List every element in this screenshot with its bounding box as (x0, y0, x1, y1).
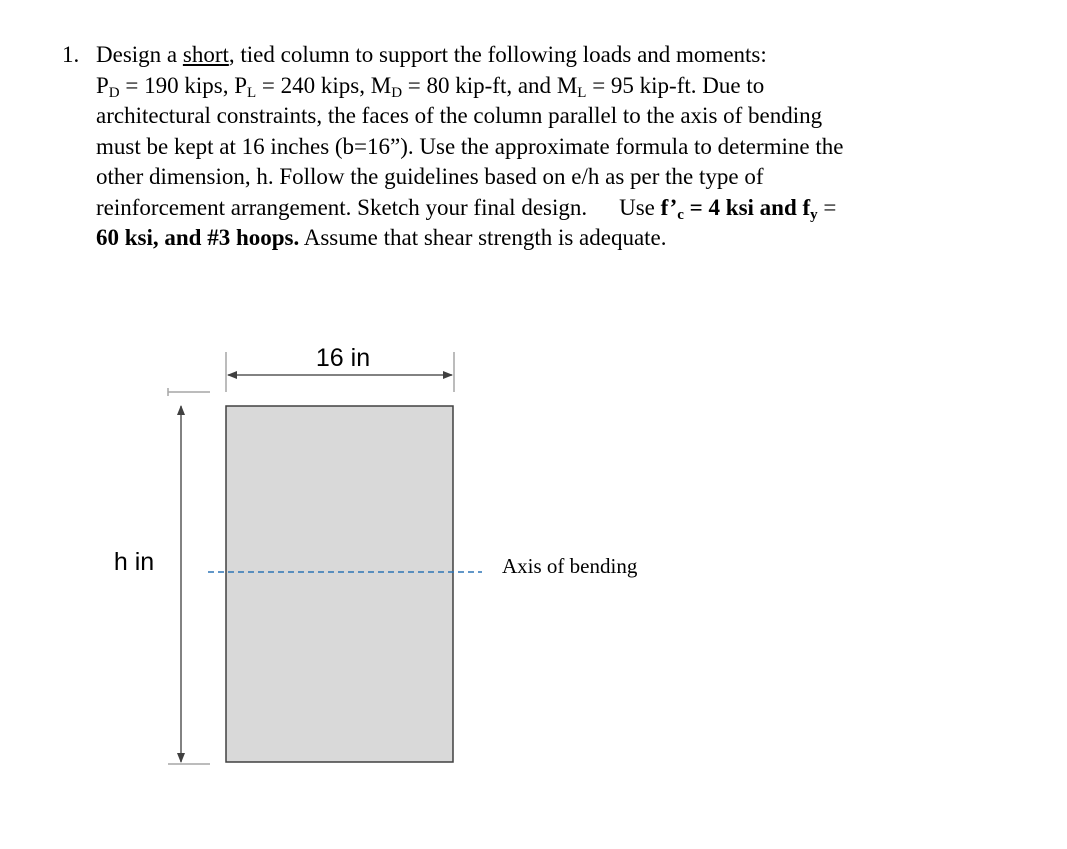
line1-text-a: Design a (96, 42, 183, 67)
problem-line-3: architectural constraints, the faces of the column parallel to the axis of bending (96, 103, 823, 128)
md-label: M (370, 72, 392, 98)
problem-line-6 (96, 193, 982, 224)
height-label: h in (113, 548, 155, 576)
axis-of-bending-label: Axis of bending (502, 554, 638, 578)
column-section (226, 406, 453, 762)
pl-label: P (234, 72, 247, 98)
problem-line-4: must be kept at 16 inches (b=16”). Use the approximate formula to determine the (96, 133, 844, 159)
width-label: 16 in (315, 344, 371, 372)
md-value: = 80 kip-ft, and (402, 72, 557, 98)
line6-use: Use (619, 194, 661, 220)
fc-subscript: c (677, 206, 684, 223)
problem-line-5: other dimension, h. Follow the guidelines based on e/h as per the type of (96, 164, 764, 189)
line6-text: reinforcement arrangement. Sketch your final design. (96, 194, 588, 220)
problem-body (96, 40, 982, 254)
md-subscript: D (391, 84, 403, 101)
pd-subscript: D (108, 84, 120, 101)
pl-subscript: L (247, 84, 257, 101)
line1-text-b: , tied column to support the following loads and moments: (228, 42, 767, 67)
problem-line-7 (96, 223, 982, 254)
pd-value: = 190 kips, (119, 72, 235, 98)
fc-value: = 4 ksi and (683, 194, 803, 220)
fy-subscript: y (810, 206, 818, 223)
problem-line-2 (96, 71, 982, 102)
line7-bold: 60 ksi, and #3 hoops. (96, 225, 300, 250)
problem-number: 1. (62, 42, 80, 67)
problem-statement (62, 40, 982, 254)
ml-subscript: L (577, 84, 587, 101)
fy-equals: = (817, 194, 837, 220)
line1-underlined-short: short (182, 42, 229, 67)
fy-label: f (802, 194, 811, 220)
fc-label: f’ (660, 194, 678, 220)
problem-line-1 (96, 40, 982, 71)
ml-value: = 95 kip-ft. Due to (586, 72, 765, 98)
pl-value: = 240 kips, (256, 72, 371, 98)
ml-label: M (556, 72, 578, 98)
line7-rest: Assume that shear strength is adequate. (299, 225, 667, 250)
pd-label: P (96, 72, 109, 98)
